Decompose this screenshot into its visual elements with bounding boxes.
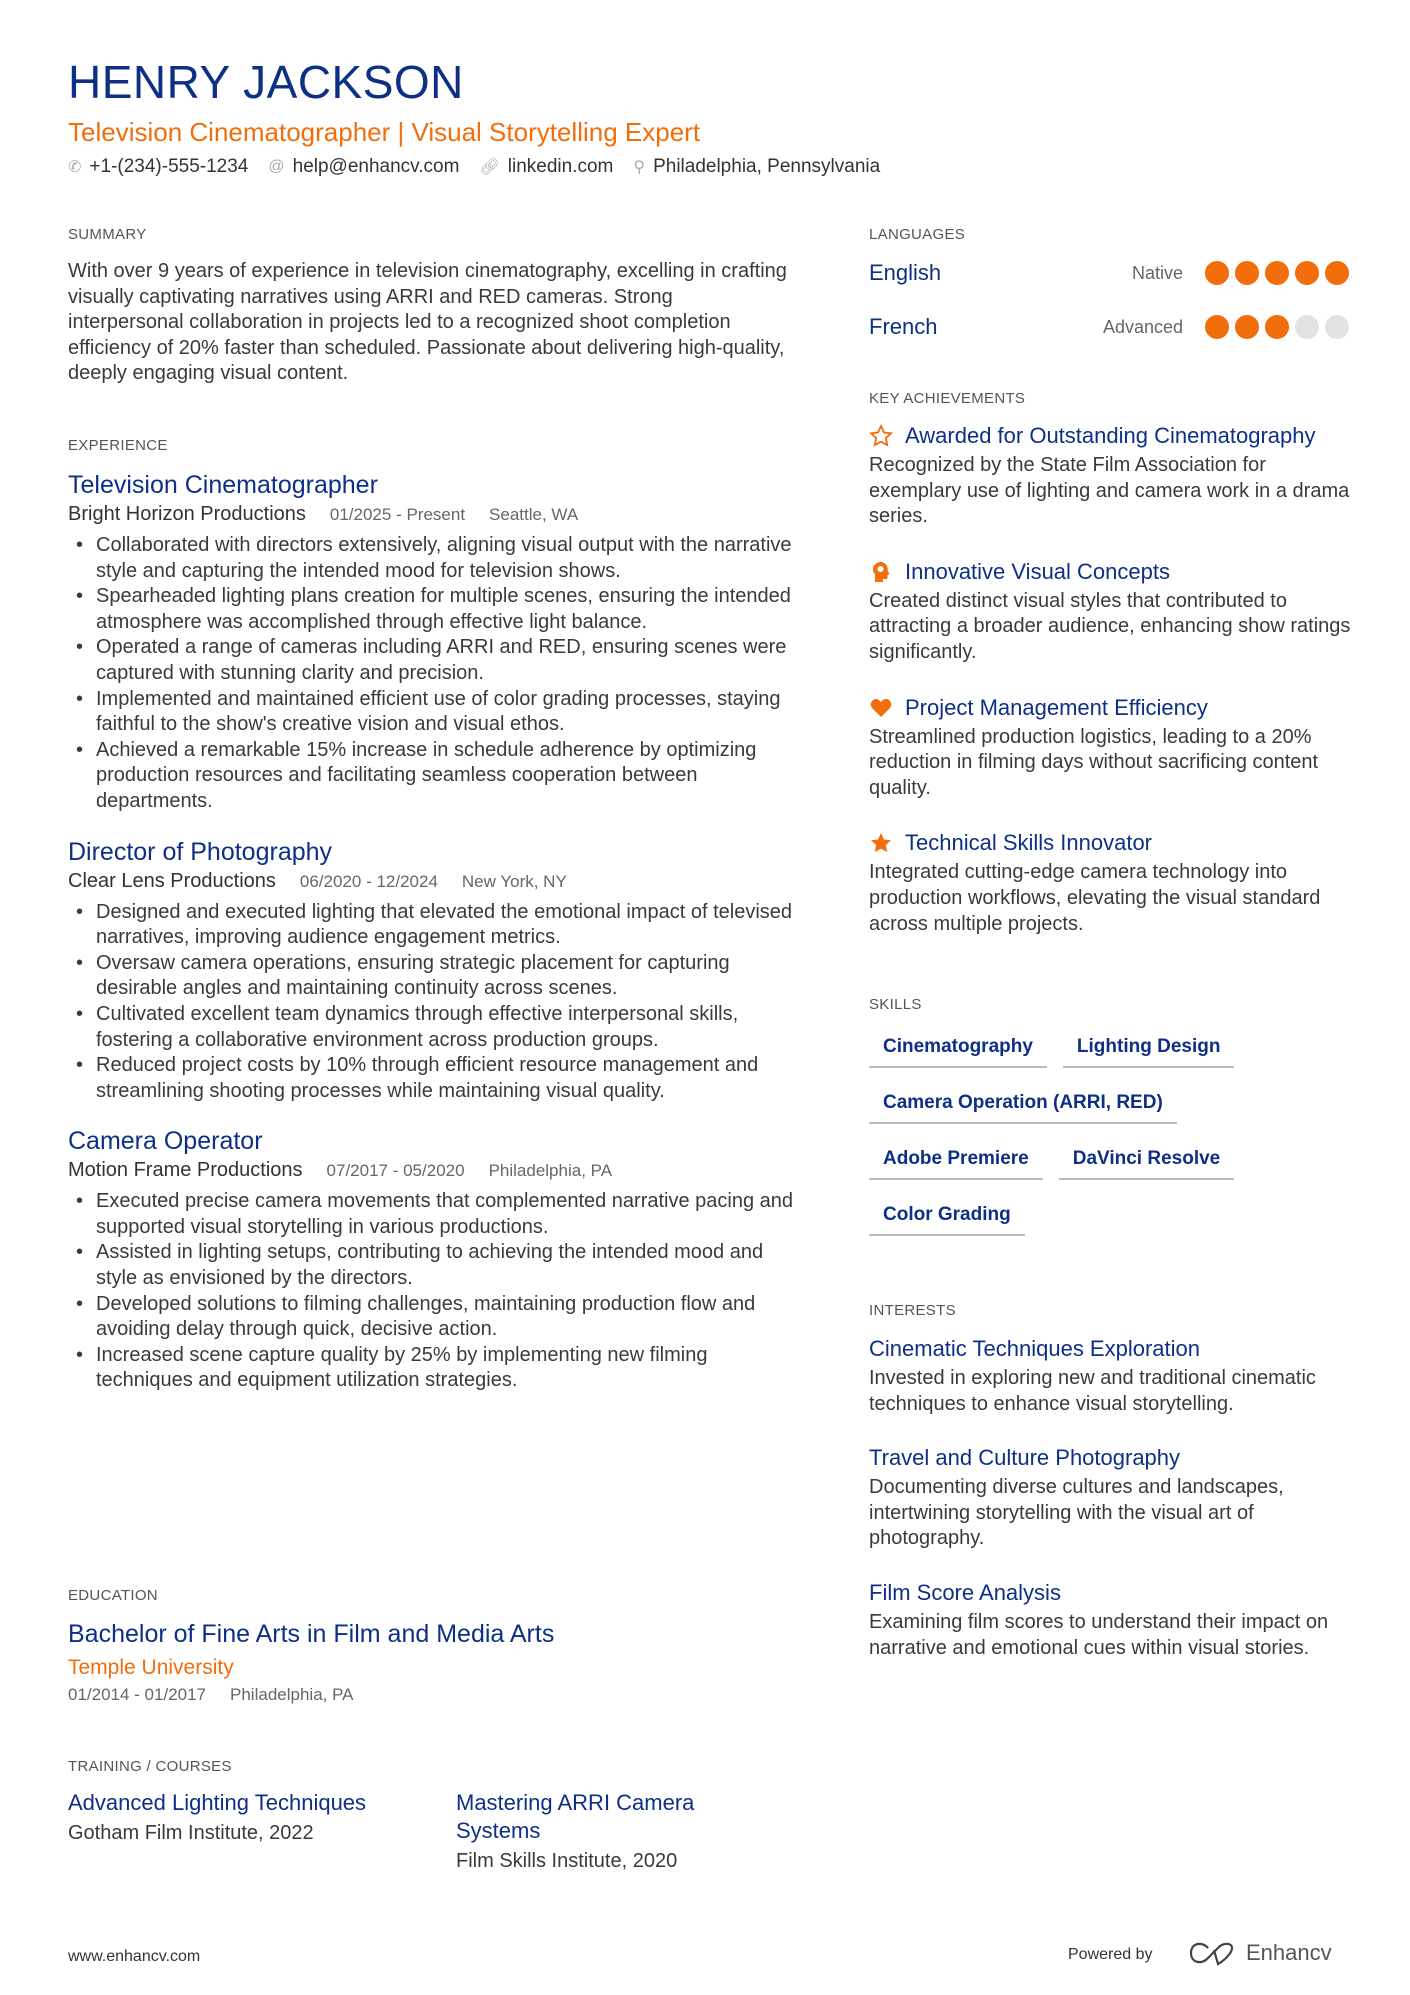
job-dates: 07/2017 - 05/2020 <box>326 1161 465 1181</box>
degree: Bachelor of Fine Arts in Film and Media Arts <box>68 1620 555 1648</box>
rating-dot-filled <box>1265 315 1289 339</box>
rating-dot-filled <box>1205 315 1229 339</box>
job-location: Seattle, WA <box>489 505 579 524</box>
enhancv-logo-icon <box>1188 1940 1236 1966</box>
job-dates: 01/2025 - Present <box>329 505 466 524</box>
job-location: Philadelphia, PA <box>488 1161 613 1181</box>
bullet-item: • Achieved a remarkable 15% increase in schedule adherence by optimizing production resources and facilitating seamless cooperation between departments. <box>68 738 798 815</box>
skill-tag: Adobe Premiere <box>869 1142 1043 1180</box>
skills-list <box>869 1030 1359 1254</box>
phone-text: +1-(234)-555-1234 <box>89 156 249 177</box>
bullet-item: • Operated a range of cameras including ARRI and RED, ensuring scenes were captured with stunning clarity and precision. <box>68 635 798 686</box>
achievement-header <box>869 693 1359 723</box>
education-location: Philadelphia, PA <box>230 1685 354 1704</box>
rating-dot-filled <box>1235 261 1259 285</box>
bullet-item: • Implemented and maintained efficient use of color grading processes, staying faithful to the show's creative vision and visual ethos. <box>68 687 798 738</box>
school: Temple University <box>68 1656 234 1679</box>
bullet-item: • Cultivated excellent team dynamics through effective interpersonal skills, fostering a collaborative environment across production groups. <box>68 1002 798 1053</box>
interest-item <box>869 1334 1359 1417</box>
footer-website[interactable]: www.enhancv.com <box>68 1948 201 1965</box>
at-icon: @ <box>268 158 285 175</box>
training-title: Advanced Lighting Techniques <box>68 1790 367 1815</box>
bullet-item: • Assisted in lighting setups, contributing to achieving the intended mood and style as envisioned by the directors. <box>68 1240 798 1291</box>
contact-linkedin[interactable] <box>479 156 613 178</box>
skills-row <box>869 1198 1359 1254</box>
skill-tag: Camera Operation (ARRI, RED) <box>869 1086 1177 1124</box>
job-bullets <box>68 533 798 815</box>
training-item <box>456 1789 716 1875</box>
interest-text: Documenting diverse cultures and landscapes, intertwining storytelling with the visual art of photography. <box>869 1476 1284 1550</box>
achievement-header <box>869 557 1359 587</box>
achievements-heading: KEY ACHIEVEMENTS <box>869 390 1026 407</box>
job-bullets <box>68 900 798 1105</box>
rating-dot-filled <box>1325 261 1349 285</box>
interests-heading: INTERESTS <box>869 1302 956 1319</box>
training-org: Gotham Film Institute, 2022 <box>68 1822 314 1844</box>
job-bullets <box>68 1189 798 1394</box>
head-idea-icon <box>869 560 893 584</box>
experience-heading: EXPERIENCE <box>68 437 168 454</box>
bullet-item: • Executed precise camera movements that complemented narrative pacing and supported visual storytelling in various productions. <box>68 1189 798 1240</box>
education-dates: 01/2014 - 01/2017 <box>68 1685 207 1704</box>
achievement-title: Project Management Efficiency <box>905 694 1208 720</box>
job-meta <box>68 867 798 896</box>
rating-dot-empty <box>1295 315 1319 339</box>
achievement-item <box>869 828 1359 937</box>
link-icon: 🔗︎ <box>479 159 500 176</box>
job-entry <box>68 1126 798 1394</box>
summary-heading: SUMMARY <box>68 226 147 243</box>
job-title: Camera Operator <box>68 1127 263 1156</box>
interest-text: Examining film scores to understand their impact on narrative and emotional cues within visual stories. <box>869 1610 1329 1659</box>
rating-dot-filled <box>1295 261 1319 285</box>
achievement-text: Streamlined production logistics, leading to a 20% reduction in filming days without sacrificing content quality. <box>869 725 1319 799</box>
powered-by-label: Powered by <box>1068 1946 1153 1963</box>
rating-dot-filled <box>1235 315 1259 339</box>
bullet-item: • Collaborated with directors extensively, aligning visual output with the narrative style and capturing the intended mood for television shows. <box>68 533 798 584</box>
achievement-header <box>869 421 1359 451</box>
contact-email[interactable] <box>268 156 459 178</box>
summary-text: With over 9 years of experience in television cinematography, excelling in crafting visually captivating narratives using ARRI and RED cameras. Strong interpersonal collaboration in projects led to a recognized shoot completion efficiency of 20% faster than scheduled. Passionate about delivering high-quality, deeply engaging visual content. <box>68 260 787 385</box>
interest-title: Travel and Culture Photography <box>869 1445 1181 1471</box>
job-location: New York, NY <box>461 871 567 891</box>
training-title: Mastering ARRI Camera Systems <box>456 1790 695 1843</box>
contact-phone <box>68 156 248 178</box>
skills-row <box>869 1142 1359 1198</box>
experience-list <box>68 470 798 1394</box>
location-text: Philadelphia, Pennsylvania <box>653 156 881 177</box>
achievement-title: Technical Skills Innovator <box>905 830 1153 856</box>
skill-tag: Cinematography <box>869 1030 1047 1068</box>
bullet-item: • Developed solutions to filming challenges, maintaining production flow and avoiding delay through quick, decisive action. <box>68 1292 798 1343</box>
job-dates: 06/2020 - 12/2024 <box>299 871 438 891</box>
rating-dot-filled <box>1205 261 1229 285</box>
skill-tag: DaVinci Resolve <box>1059 1142 1235 1180</box>
job-entry <box>68 470 798 815</box>
phone-icon: ✆ <box>68 159 82 176</box>
achievement-item <box>869 557 1359 666</box>
interest-item <box>869 1578 1359 1661</box>
languages-heading: LANGUAGES <box>869 226 966 243</box>
job-title: Television Cinematographer <box>68 471 378 499</box>
language-name: French <box>869 314 938 339</box>
skills-row <box>869 1086 1359 1142</box>
rating-dot-filled <box>1265 261 1289 285</box>
email-text[interactable]: help@enhancv.com <box>292 156 460 177</box>
star-filled-icon <box>869 831 893 855</box>
star-outline-icon <box>869 424 893 448</box>
language-item <box>869 312 1349 342</box>
linkedin-text[interactable]: linkedin.com <box>507 156 614 177</box>
achievement-item <box>869 421 1359 530</box>
achievement-text: Integrated cutting-edge camera technology into production workflows, elevating the visual standard across multiple projects. <box>869 861 1321 935</box>
job-meta <box>68 1156 798 1185</box>
candidate-name: HENRY JACKSON <box>68 56 464 108</box>
language-name: English <box>869 260 942 285</box>
enhancv-logo[interactable] <box>1188 1940 1332 1966</box>
enhancv-brand: Enhancv <box>1246 1940 1332 1965</box>
interest-item <box>869 1443 1359 1552</box>
company: Motion Frame Productions <box>68 1159 303 1182</box>
location-icon: ⚲ <box>633 159 646 176</box>
interests-list <box>869 1334 1359 1661</box>
achievement-item <box>869 693 1359 802</box>
candidate-title: Television Cinematographer | Visual Storytelling Expert <box>68 117 701 147</box>
skills-row <box>869 1030 1359 1086</box>
language-item <box>869 258 1349 288</box>
bullet-item: • Designed and executed lighting that elevated the emotional impact of televised narratives, improving audience engagement metrics. <box>68 900 798 951</box>
heart-icon <box>869 696 893 720</box>
achievement-text: Recognized by the State Film Association for exemplary use of lighting and camera work in a drama series. <box>869 454 1350 528</box>
company: Bright Horizon Productions <box>68 503 306 525</box>
bullet-item: • Oversaw camera operations, ensuring strategic placement for capturing desirable angles and maintaining continuity across scenes. <box>68 951 798 1002</box>
language-level: Advanced <box>1102 316 1183 337</box>
contact-bar <box>68 156 880 178</box>
achievements-list <box>869 421 1359 937</box>
contact-location <box>633 156 880 178</box>
job-meta <box>68 500 798 529</box>
skill-tag: Lighting Design <box>1063 1030 1235 1068</box>
training-heading: TRAINING / COURSES <box>68 1758 232 1775</box>
achievement-text: Created distinct visual styles that contributed to attracting a broader audience, enhancing show ratings significantly. <box>869 589 1351 663</box>
interest-title: Cinematic Techniques Exploration <box>869 1336 1200 1361</box>
company: Clear Lens Productions <box>68 869 276 892</box>
job-entry <box>68 837 798 1105</box>
achievement-title: Awarded for Outstanding Cinematography <box>905 423 1316 448</box>
skill-tag: Color Grading <box>869 1198 1025 1236</box>
training-org: Film Skills Institute, 2020 <box>456 1850 678 1872</box>
training-item <box>68 1789 398 1847</box>
language-level: Native <box>1131 262 1183 283</box>
interest-text: Invested in exploring new and traditional cinematic techniques to enhance visual storytelling. <box>869 1367 1316 1415</box>
achievement-title: Innovative Visual Concepts <box>905 558 1170 584</box>
rating-dot-empty <box>1325 315 1349 339</box>
job-title: Director of Photography <box>68 837 333 866</box>
education-heading: EDUCATION <box>68 1587 158 1604</box>
bullet-item: • Increased scene capture quality by 25% by implementing new filming techniques and equipment utilization strategies. <box>68 1343 798 1394</box>
bullet-item: • Spearheaded lighting plans creation for multiple scenes, ensuring the intended atmosphere was accomplished through effective light balance. <box>68 584 798 635</box>
bullet-item: • Reduced project costs by 10% through efficient resource management and streamlining shooting processes while maintaining visual quality. <box>68 1053 798 1104</box>
interest-title: Film Score Analysis <box>869 1579 1061 1605</box>
education-entry <box>68 1619 554 1705</box>
skills-heading: SKILLS <box>869 996 922 1013</box>
languages-list <box>869 258 1349 342</box>
achievement-header <box>869 828 1359 858</box>
